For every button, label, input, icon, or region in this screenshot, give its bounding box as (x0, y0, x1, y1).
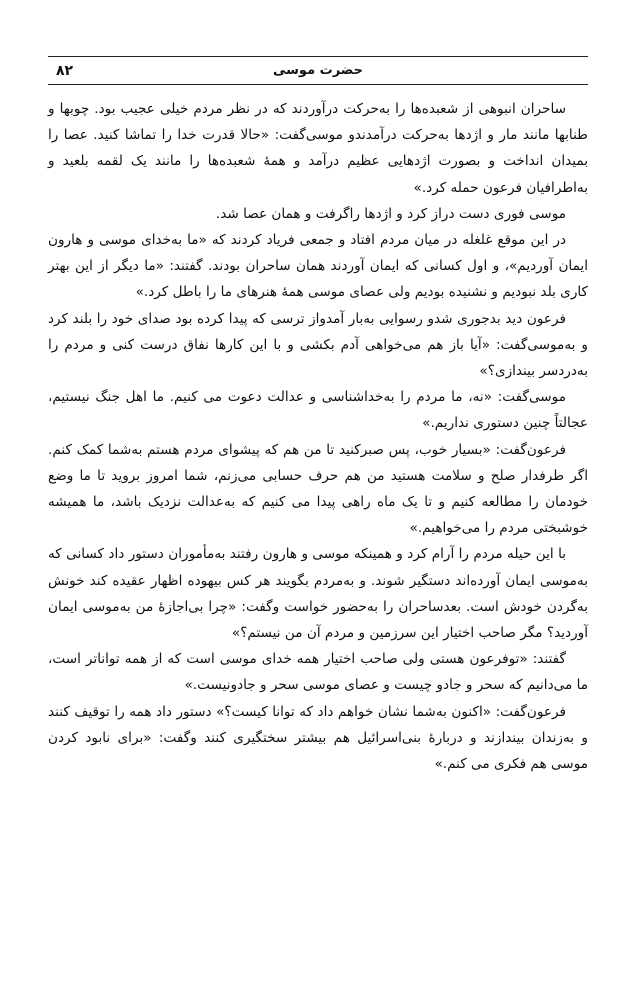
header-bottom-rule (48, 84, 588, 85)
paragraph: گفتند: «توفرعون هستی ولی صاحب اختیار همه خدای موسی است که از همه تواناتر است، ما می‌دانیم که سحر و جادو چیست و عصای موسی سحر و جادونیست.» (48, 651, 588, 694)
page-header (48, 50, 588, 90)
paragraph: فرعون‌گفت: «بسیار خوب، پس صبرکنید تا من هم که پیشوای مردم هستم به‌شما کمک کنم. اگر طرفدار صلح و سلامت هستید من هم حرف حسابی می‌زنم، شما امروز بروید تا ما وضع خودمان را مطالعه کنیم و تا یک ماه راهی پیدا می کنیم که به‌عدالت نزدیک باشد، ما همیشه خوشبختی مردم را می‌خواهیم.» (48, 441, 588, 537)
paragraph: موسی فوری دست دراز کرد و اژدها راگرفت و همان عصا شد. (215, 205, 566, 222)
running-title: حضرت موسی (273, 63, 363, 78)
paragraph: با این حیله مردم را آرام کرد و همینکه موسی و هارون رفتند به‌مأموران دستور داد کسانی که به‌موسی ایمان آورده‌اند دستگیر شوند. و به‌مردم بگویند هر کس بیهوده اظهار عقیده کند خونش به‌گردن خودش است. بعدساحران را به‌حضور خواست وگفت: «چرا بی‌اجازهٔ من به‌موسی ایمان آوردید؟ مگر صاحب اختیار این سرزمین و مردم آن من نیستم؟» (48, 546, 588, 642)
body-text (48, 96, 588, 777)
paragraph: فرعون‌گفت: «اکنون به‌شما نشان خواهم داد که توانا کیست؟» دستور داد همه را توقیف کنند و به‌زندان بیندازند و دربارهٔ بنی‌اسرائیل هم بیشتر سختگیری کنند وگفت: «برای نابود کردن موسی هم فکری می کنم.» (48, 703, 588, 773)
page-number: ۸۲ (56, 63, 74, 79)
paragraph: موسی‌گفت: «نه، ما مردم را به‌خداشناسی و عدالت دعوت می کنیم. ما اهل جنگ نیستیم، عجالتاً چنین دستوری نداریم.» (48, 389, 588, 432)
header-top-rule (48, 56, 588, 57)
paragraph: ساحران انبوهی از شعبده‌ها را به‌حرکت درآوردند که در نظر مردم خیلی عجیب بود. چوبها و طنابها مانند مار و اژدها به‌حرکت درآمدندو موسی‌گفت: «حالا قدرت خدا را تماشا کنید. عصا را بمیدان انداخت و بصورت اژدهایی عظیم درآمد و همهٔ شعبده‌ها را مانند یک لقمه بلعید و به‌اطرافیان فرعون حمله کرد.» (48, 101, 588, 196)
paragraph: در این موقع غلغله در میان مردم افتاد و جمعی فریاد کردند که «ما به‌خدای موسی و هارون ایمان آوردیم»، و اول کسانی که ایمان آوردند همان ساحران بودند. گفتند: «ما دیگر از این بهتر کاری بلد نبودیم و نشنیده بودیم ولی عصای موسی همهٔ هنرهای ما را باطل کرد.» (48, 232, 588, 301)
paragraph: فرعون دید بدجوری شدو رسوایی به‌بار آمدواز ترسی که پیدا کرده بود صدای خود را بلند کرد و به‌موسی‌گفت: «آیا باز هم می‌خواهی آدم بکشی و با این کارها نفاق درست کنی و مردم را به‌دردسر بیندازی؟» (48, 310, 588, 380)
